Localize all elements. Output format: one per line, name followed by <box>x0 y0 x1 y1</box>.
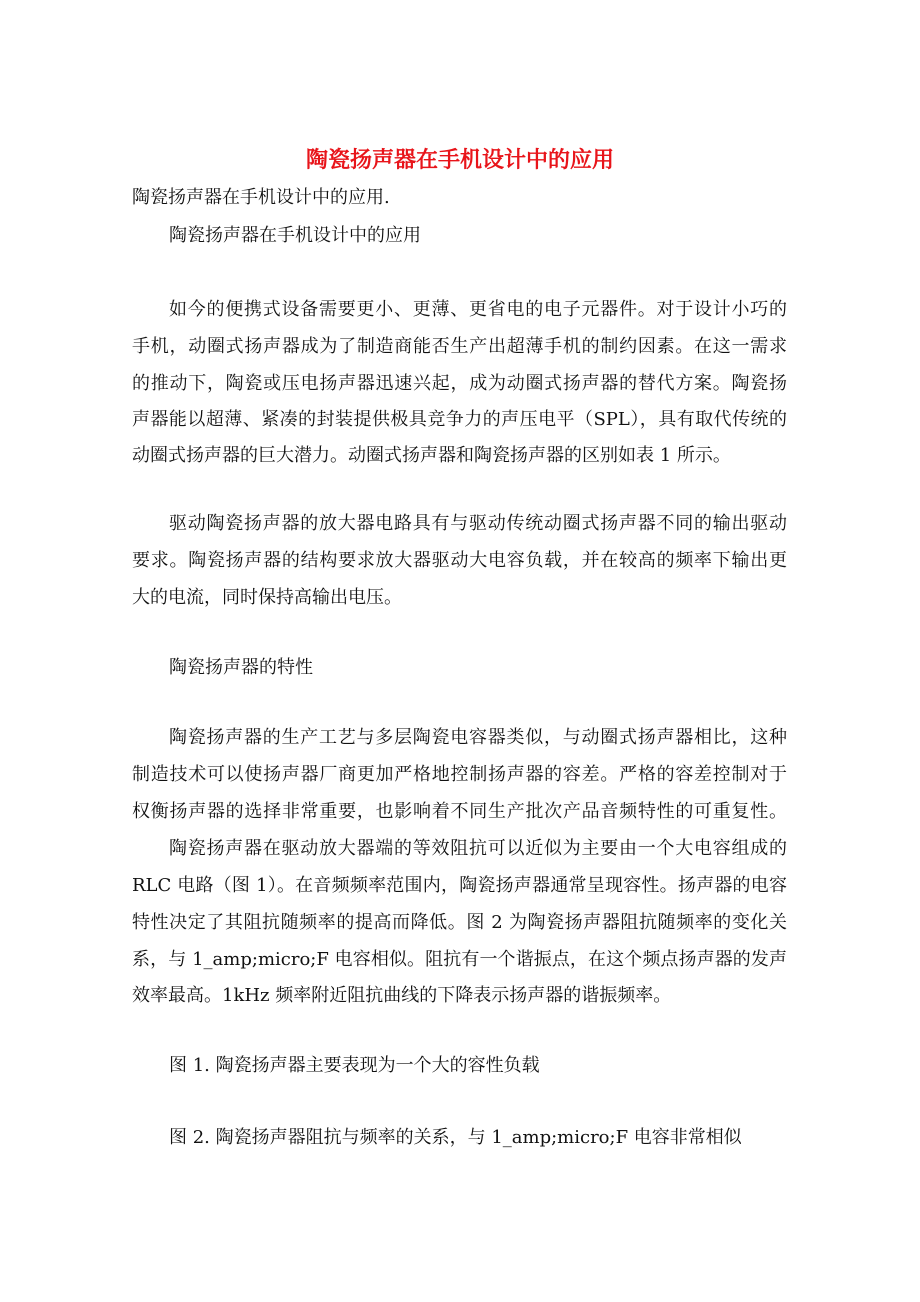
section-heading: 陶瓷扬声器的特性 <box>169 657 313 678</box>
figure-2-caption: 图 2. 陶瓷扬声器阻抗与频率的关系，与 1_amp;micro;F 电容非常相似 <box>169 1127 742 1148</box>
paragraph-line: 系，与 1_amp;micro;F 电容相似。阻抗有一个谐振点，在这个频点扬声器的发声 <box>132 949 787 970</box>
paragraph-line: 的推动下，陶瓷或压电扬声器迅速兴起，成为动圈式扬声器的替代方案。陶瓷扬 <box>132 373 787 394</box>
paragraph-line: 陶瓷扬声器的生产工艺与多层陶瓷电容器类似，与动圈式扬声器相比，这种 <box>169 727 787 748</box>
paragraph-line: 驱动陶瓷扬声器的放大器电路具有与驱动传统动圈式扬声器不同的输出驱动 <box>169 513 787 534</box>
paragraph-line: 特性决定了其阻抗随频率的提高而降低。图 2 为陶瓷扬声器阻抗随频率的变化关 <box>132 912 787 933</box>
document-title: 陶瓷扬声器在手机设计中的应用 <box>305 148 614 173</box>
paragraph-line: 声器能以超薄、紧凑的封装提供极具竞争力的声压电平（SPL），具有取代传统的 <box>132 409 787 430</box>
heading-repeat: 陶瓷扬声器在手机设计中的应用 <box>169 225 421 246</box>
paragraph-line: 要求。陶瓷扬声器的结构要求放大器驱动大电容负载，并在较高的频率下输出更 <box>132 550 787 571</box>
subtitle: 陶瓷扬声器在手机设计中的应用. <box>132 187 390 208</box>
paragraph-line: 大的电流，同时保持高输出电压。 <box>132 587 402 608</box>
paragraph-line: 效率最高。1kHz 频率附近阻抗曲线的下降表示扬声器的谐振频率。 <box>132 985 672 1006</box>
paragraph-line: 制造技术可以使扬声器厂商更加严格地控制扬声器的容差。严格的容差控制对于 <box>132 764 787 785</box>
paragraph-line: 陶瓷扬声器在驱动放大器端的等效阻抗可以近似为主要由一个大电容组成的 <box>169 838 787 859</box>
figure-1-caption: 图 1. 陶瓷扬声器主要表现为一个大的容性负载 <box>169 1055 540 1076</box>
paragraph-line: 手机，动圈式扬声器成为了制造商能否生产出超薄手机的制约因素。在这一需求 <box>132 336 787 357</box>
paragraph-line: 权衡扬声器的选择非常重要，也影响着不同生产批次产品音频特性的可重复性。 <box>132 801 787 822</box>
paragraph-line: 如今的便携式设备需要更小、更薄、更省电的电子元器件。对于设计小巧的 <box>169 299 787 320</box>
paragraph-line: 动圈式扬声器的巨大潜力。动圈式扬声器和陶瓷扬声器的区别如表 1 所示。 <box>132 445 731 466</box>
paragraph-line: RLC 电路（图 1）。在音频频率范围内，陶瓷扬声器通常呈现容性。扬声器的电容 <box>132 875 787 896</box>
